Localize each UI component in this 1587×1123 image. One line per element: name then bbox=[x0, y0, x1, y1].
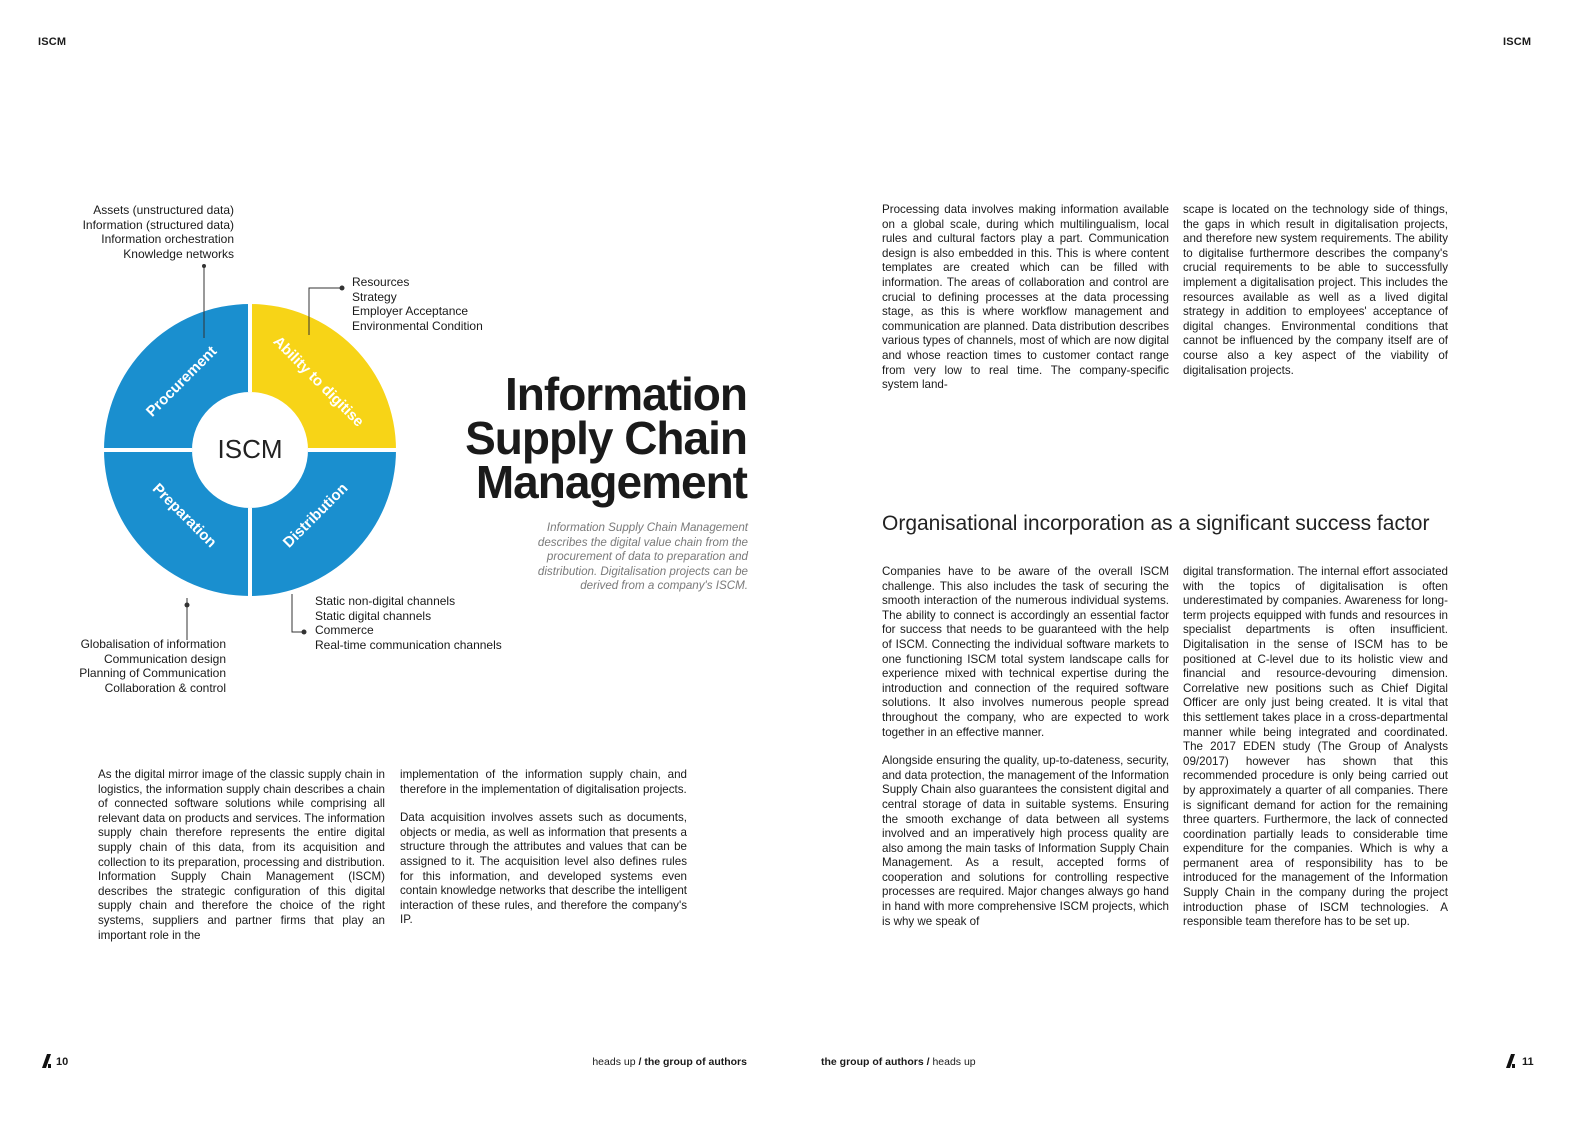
preparation-label-item: Communication design bbox=[103, 651, 226, 666]
title-line: Supply Chain bbox=[465, 412, 747, 464]
footer-text: heads up bbox=[592, 1056, 636, 1068]
distribution-label-list bbox=[315, 594, 502, 652]
paragraph: Alongside ensuring the quality, up-to-dateness, security, and data protection, the management of the Information Supply Chain also guarantees the consistent digital and central storage of data in suitable systems. Ensuring the smooth exchange of data between all systems involved and an imperatively high process quality are also among the main tasks of Information Supply Chain Management. As a result, accepted forms of cooperation and solutions for controlling respective processes are required. Major changes always go hand in hand with more comprehensive ISCM projects, which is why we speak of bbox=[882, 754, 1169, 928]
slash-logo-icon bbox=[1502, 1054, 1516, 1068]
ability-label-item: Resources bbox=[352, 275, 410, 289]
page-title bbox=[465, 368, 747, 508]
procurement-label-item: Assets (unstructured data) bbox=[93, 203, 234, 217]
footer-credit-left bbox=[592, 1056, 747, 1068]
ability-label-item: Environmental Condition bbox=[352, 318, 483, 333]
left-body-column-1 bbox=[98, 768, 385, 957]
ability-label-list bbox=[352, 275, 483, 333]
preparation-label-list bbox=[79, 637, 226, 695]
procurement-label-item: Information orchestration bbox=[101, 232, 234, 247]
footer-slash: / bbox=[638, 1056, 642, 1068]
distribution-label-item: Real-time communication channels bbox=[315, 637, 502, 652]
segment-label-procurement: Procurement bbox=[142, 342, 221, 421]
segment-label-distribution: Distribution bbox=[279, 479, 352, 552]
right-top-column-1 bbox=[882, 203, 1169, 407]
segment-label-ability: Ability to digitise bbox=[269, 332, 368, 431]
distribution-label-item: Static digital channels bbox=[315, 608, 432, 623]
footer-credit-right bbox=[821, 1056, 976, 1068]
procurement-label-list bbox=[83, 203, 234, 261]
segment-label-preparation: Preparation bbox=[148, 480, 220, 552]
section-subheading: Organisational incorporation as a significant success factor bbox=[882, 512, 1430, 535]
right-top-column-2 bbox=[1183, 203, 1448, 392]
preparation-label-item: Planning of Communication bbox=[79, 666, 226, 681]
footer-text: heads up bbox=[932, 1056, 976, 1068]
footer-logo-left bbox=[38, 1054, 52, 1073]
center-label: ISCM bbox=[217, 433, 283, 464]
procurement-label-item: Information (structured data) bbox=[82, 217, 234, 232]
footer-text-bold: the group of authors bbox=[644, 1056, 747, 1068]
footer-slash: / bbox=[926, 1056, 930, 1068]
paragraph: Companies have to be aware of the overall ISCM challenge. This also includes the task of securing the smooth interaction of the numerous individual systems. The ability to connect is accordingly an essential factor for success that needs to be guaranteed with the help of ISCM. Connecting the individual software markets to one functioning ISCM total system landscape calls for experience mixed with technical expertise during the introduction and connection of the required software solutions. It also involves numerous people spread throughout the company, who are expected to work together in an effective manner. bbox=[882, 565, 1169, 739]
title-line: Information bbox=[505, 368, 747, 420]
procurement-label-item: Knowledge networks bbox=[123, 246, 234, 261]
preparation-label-item: Collaboration & control bbox=[104, 680, 226, 695]
footer-text-bold: the group of authors bbox=[821, 1056, 924, 1068]
intro-text: Information Supply Chain Management describes the digital value chain from the procurement of data to preparation and distribution. Digitalisation projects can be derived from a company's ISCM. bbox=[537, 521, 748, 593]
paragraph: digital transformation. The internal effort associated with the topics of digitalisation is often underestimated by companies. Awareness for long-term projects equipped with funds and resources in specialist departments is often insufficient. Digitalisation in the sense of ISCM has to be positioned at C-level due to its holistic view and financial and resource-devouring dimension. Correlative new positions such as Chief Digital Officer are only just being created. It is vital that this settlement takes place in a cross-departmental manner while being integrated and coordinated. The 2017 EDEN study (The Group of Analysts 09/2017) however has shown that this recommended procedure is only being carried out by approximately a quarter of all companies. There is significant demand for action for the remaining three quarters. Furthermore, the lack of connected coordination partially leads to considerable time expenditure for the companies. Which is why a permanent area of responsibility has to be introduced for the management of the Information Supply Chain in the company during the project introduction phase of ISCM technologies. A responsible team therefore has to be set up. bbox=[1183, 565, 1448, 929]
running-header-right: ISCM bbox=[1503, 36, 1532, 48]
ability-label-item: Strategy bbox=[352, 289, 397, 304]
right-bottom-column-1 bbox=[882, 565, 1169, 943]
page-number-left: 10 bbox=[56, 1056, 69, 1068]
title-line: Management bbox=[475, 456, 747, 508]
page-number-right: 11 bbox=[1522, 1056, 1534, 1068]
running-header-left: ISCM bbox=[38, 36, 67, 48]
left-body-column-2 bbox=[400, 768, 687, 942]
preparation-label-item: Globalisation of information bbox=[80, 637, 226, 651]
ability-label-item: Employer Acceptance bbox=[352, 304, 469, 319]
paragraph: Processing data involves making information available on a global scale, during which multilingualism, local rules and cultural factors play a part. Communication design is also embedded in this. This is where content templates are created which can be filled with information. The areas of collaboration and control are crucial to defining processes at the data processing stage, as this is where workflow management and communication are planned. Data distribution describes various types of channels, most of which are now digital and whose reaction times to customer contact range from very low to real time. The company-specific system land- bbox=[882, 203, 1169, 392]
paragraph: Data acquisition involves assets such as documents, objects or media, as well as information that presents a structure through the attributes and values that can be assigned to it. The acquisition level also defines rules for this information, and developed systems even contain knowledge networks that describe the intelligent interaction of these rules, and therefore the company's IP. bbox=[400, 811, 687, 927]
slash-logo-icon bbox=[38, 1054, 52, 1068]
distribution-label-item: Static non-digital channels bbox=[315, 594, 456, 608]
right-bottom-column-2 bbox=[1183, 565, 1448, 944]
footer-logo-right bbox=[1502, 1054, 1516, 1073]
paragraph: scape is located on the technology side of things, the gaps in which result in digitalisation projects, and therefore new system requirements. The ability to digitalise furthermore describes the company's crucial requirements to be able to successfully implement a digitalisation project. This includes the resources available as well as a lived digital strategy in addition to employees' acceptance of digital changes. Environmental conditions that cannot be influenced by the company itself are of course also a key aspect of the viability of digitalisation projects. bbox=[1183, 203, 1448, 377]
paragraph: As the digital mirror image of the classic supply chain in logistics, the information supply chain describes a chain of connected software solutions while comprising all relevant data on products and services. The information supply chain therefore represents the entire digital supply chain of this data, from its acquisition and collection to its preparation, processing and distribution. Information Supply Chain Management (ISCM) describes the strategic configuration of this digital supply chain and therefore the choice of the right systems, suppliers and partner firms that play an important role in the bbox=[98, 768, 385, 942]
paragraph: implementation of the information supply chain, and therefore in the implementation of digitalisation projects. bbox=[400, 768, 687, 796]
distribution-label-item: Commerce bbox=[315, 623, 374, 638]
